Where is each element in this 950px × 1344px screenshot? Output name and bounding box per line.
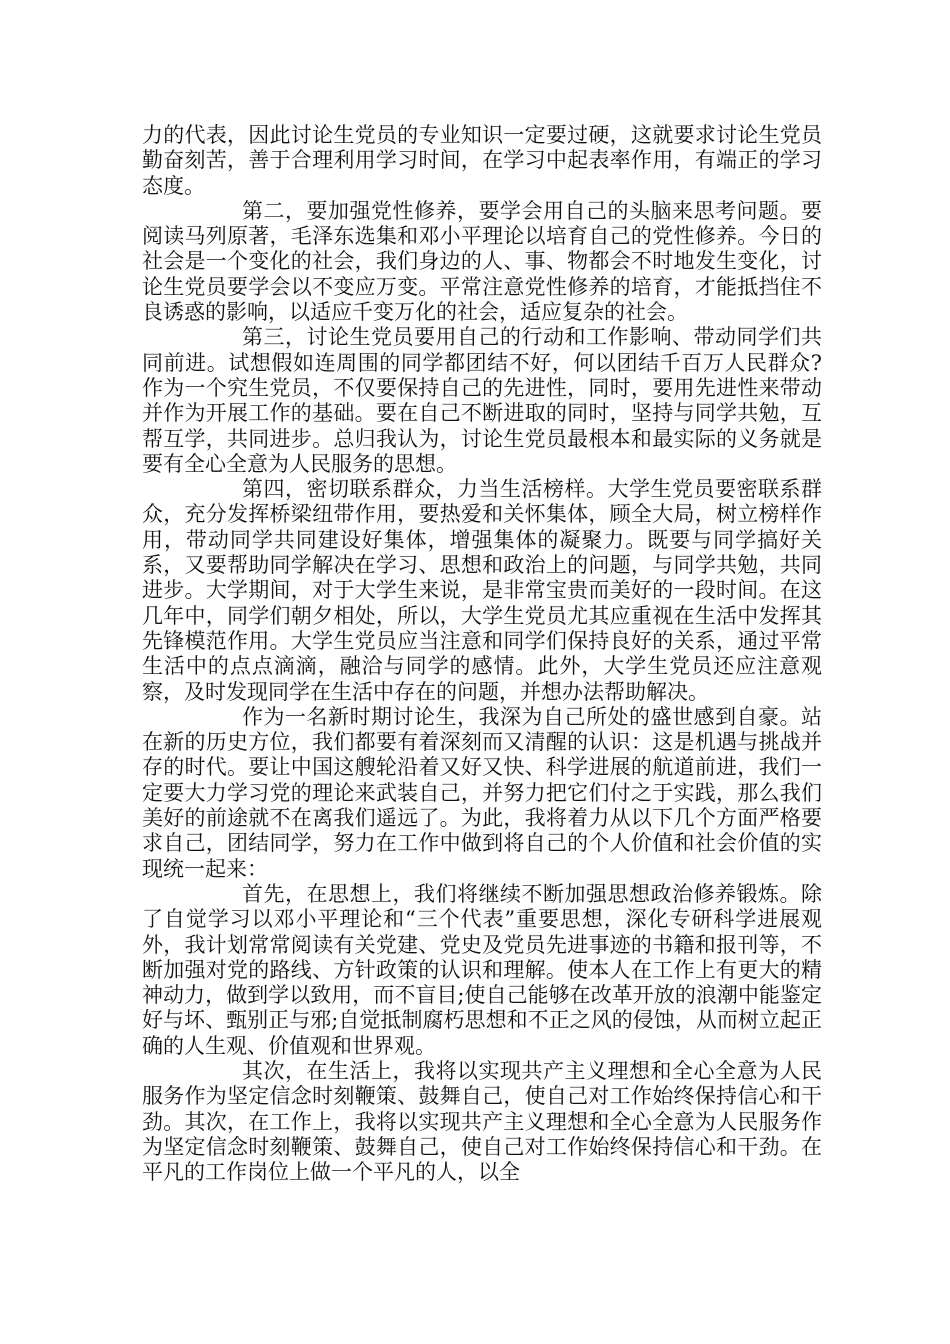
paragraph-thought: 首先，在思想上，我们将继续不断加强思想政治修养锻炼。除了自觉学习以邓小平理论和“三个代表”重要思想，深化专研科学进展观外，我计划常常阅读有关党建、党史及党员先进事迹的书籍和报刊等，不断加强对党的路线、方针政策的认识和理解。使本人在工作上有更大的精神动力，做到学以致用，而不盲目;使自己能够在改革开放的浪潮中能鉴定好与坏、甄别正与邪;自觉抵制腐朽思想和不正之风的侵蚀，从而树立起正确的人生观、价值观和世界观。	[142, 881, 822, 1058]
document-page	[142, 123, 822, 1185]
paragraph-fourth-point: 第四，密切联系群众，力当生活榜样。大学生党员要密联系群众，充分发挥桥梁纽带作用，要热爱和关怀集体，顾全大局，树立榜样作用，带动同学共同建设好集体，增强集体的凝聚力。既要与同学搞好关系，又要帮助同学解决在学习、思想和政治上的问题，与同学共勉，共同进步。大学期间，对于大学生来说，是非常宝贵而美好的一段时间。在这几年中，同学们朝夕相处，所以，大学生党员尤其应重视在生活中发挥其先锋模范作用。大学生党员应当注意和同学们保持良好的关系，通过平常生活中的点点滴滴，融洽与同学的感情。此外，大学生党员还应注意观察，及时发现同学在生活中存在的问题，并想办法帮助解决。	[142, 477, 822, 704]
paragraph-third-point: 第三，讨论生党员要用自己的行动和工作影响、带动同学们共同前进。试想假如连周围的同学都团结不好，何以团结千百万人民群众?作为一个究生党员，不仅要保持自己的先进性，同时，要用先进性来带动并作为开展工作的基础。要在自己不断进取的同时，坚持与同学共勉，互帮互学，共同进步。总归我认为，讨论生党员最根本和最实际的义务就是要有全心全意为人民服务的思想。	[142, 325, 822, 476]
paragraph-continuation: 力的代表，因此讨论生党员的专业知识一定要过硬，这就要求讨论生党员勤奋刻苦，善于合理利用学习时间，在学习中起表率作用，有端正的学习态度。	[142, 123, 822, 198]
paragraph-new-era: 作为一名新时期讨论生，我深为自己所处的盛世感到自豪。站在新的历史方位，我们都要有着深刻而又清醒的认识：这是机遇与挑战并存的时代。要让中国这艘轮沿着又好又快、科学进展的航道前进，我们一定要大力学习党的理论来武装自己，并努力把它们付之于实践，那么我们美好的前途就不在离我们遥远了。为此，我将着力从以下几个方面严格要求自己，团结同学，努力在工作中做到将自己的个人价值和社会价值的实现统一起来：	[142, 704, 822, 881]
paragraph-life-work: 其次，在生活上，我将以实现共产主义理想和全心全意为人民服务作为坚定信念时刻鞭策、鼓舞自己，使自己对工作始终保持信心和干劲。其次，在工作上，我将以实现共产主义理想和全心全意为人民服务作为坚定信念时刻鞭策、鼓舞自己，使自己对工作始终保持信心和干劲。在平凡的工作岗位上做一个平凡的人，以全	[142, 1058, 822, 1185]
paragraph-second-point: 第二，要加强党性修养，要学会用自己的头脑来思考问题。要阅读马列原著，毛泽东选集和邓小平理论以培育自己的党性修养。今日的社会是一个变化的社会，我们身边的人、事、物都会不时地发生变化，讨论生党员要学会以不变应万变。平常注意党性修养的培育，才能抵挡住不良诱惑的影响，以适应千变万化的社会，适应复杂的社会。	[142, 198, 822, 325]
